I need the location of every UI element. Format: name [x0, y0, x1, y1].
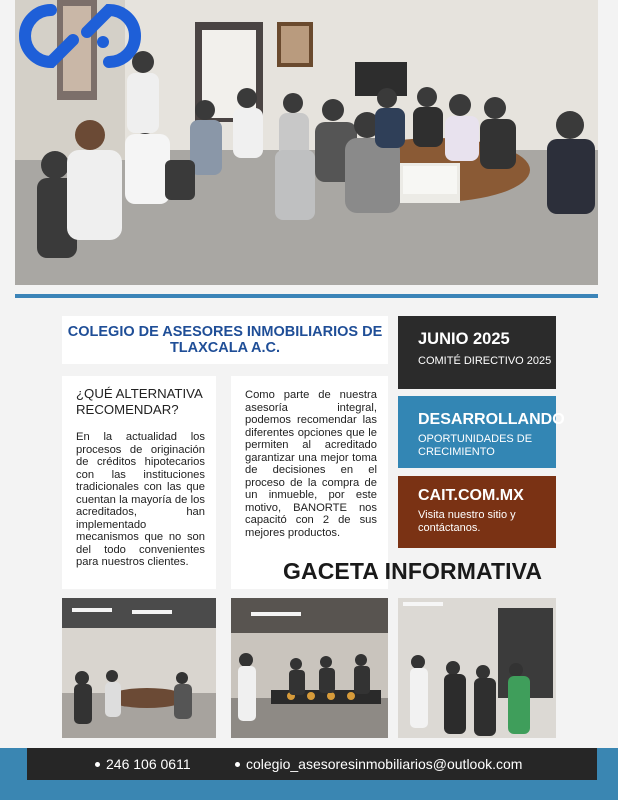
alternative-card — [62, 376, 216, 589]
growth-block-title: DESARROLLANDO — [418, 411, 565, 428]
event-photo-1 — [62, 598, 216, 738]
advisory-body: Como parte de nuestra asesoría integral, podemos recomendar las diferentes opciones que le permiten al acreditado garantizar una mejor toma de decisiones en el proceso de la compra de un inmueble, por este motivo, BANORTE nos capacitó con 2 de sus mejores productos. — [245, 389, 377, 539]
date-block — [398, 316, 556, 389]
section-divider — [15, 294, 598, 298]
event-photo-2 — [231, 598, 388, 738]
alternative-body: En la actualidad los procesos de originación de créditos hipotecarios con las instituciones tradicionales con las que cuentan la mayoría de los acreditados, han implementado mecanismos que no son del todo convenientes para nuestros clientes. — [76, 431, 205, 568]
date-block-title: JUNIO 2025 — [418, 330, 510, 348]
hero-photo — [15, 0, 598, 285]
email-item[interactable] — [235, 756, 522, 772]
date-block-subtitle: COMITÉ DIRECTIVO 2025 — [418, 355, 552, 367]
event-photo-3 — [398, 598, 556, 738]
website-block-title[interactable]: CAIT.COM.MX — [418, 487, 524, 504]
website-block-subtitle: Visita nuestro sitio y contáctanos. — [418, 509, 516, 534]
gaceta-heading: GACETA INFORMATIVA — [283, 558, 543, 584]
logo-infinity-icon — [15, 0, 145, 72]
alternative-heading: ¿QUÉ ALTERNATIVA RECOMENDAR? — [76, 386, 203, 417]
bullet-icon — [235, 762, 240, 767]
contact-bar — [27, 748, 597, 780]
growth-block-subtitle: OPORTUNIDADES DE CRECIMIENTO — [418, 433, 533, 458]
organization-title: COLEGIO DE ASESORES INMOBILIARIOS DE TLAXCALA A.C. — [67, 324, 383, 356]
email-address[interactable]: colegio_asesoresinmobiliarios@outlook.com — [246, 756, 523, 772]
growth-block — [398, 396, 565, 468]
bullet-icon — [95, 762, 100, 767]
phone-number[interactable]: 246 106 0611 — [106, 756, 191, 772]
organization-title-card — [62, 316, 388, 364]
phone-item[interactable] — [95, 756, 191, 772]
website-block[interactable] — [398, 476, 556, 548]
